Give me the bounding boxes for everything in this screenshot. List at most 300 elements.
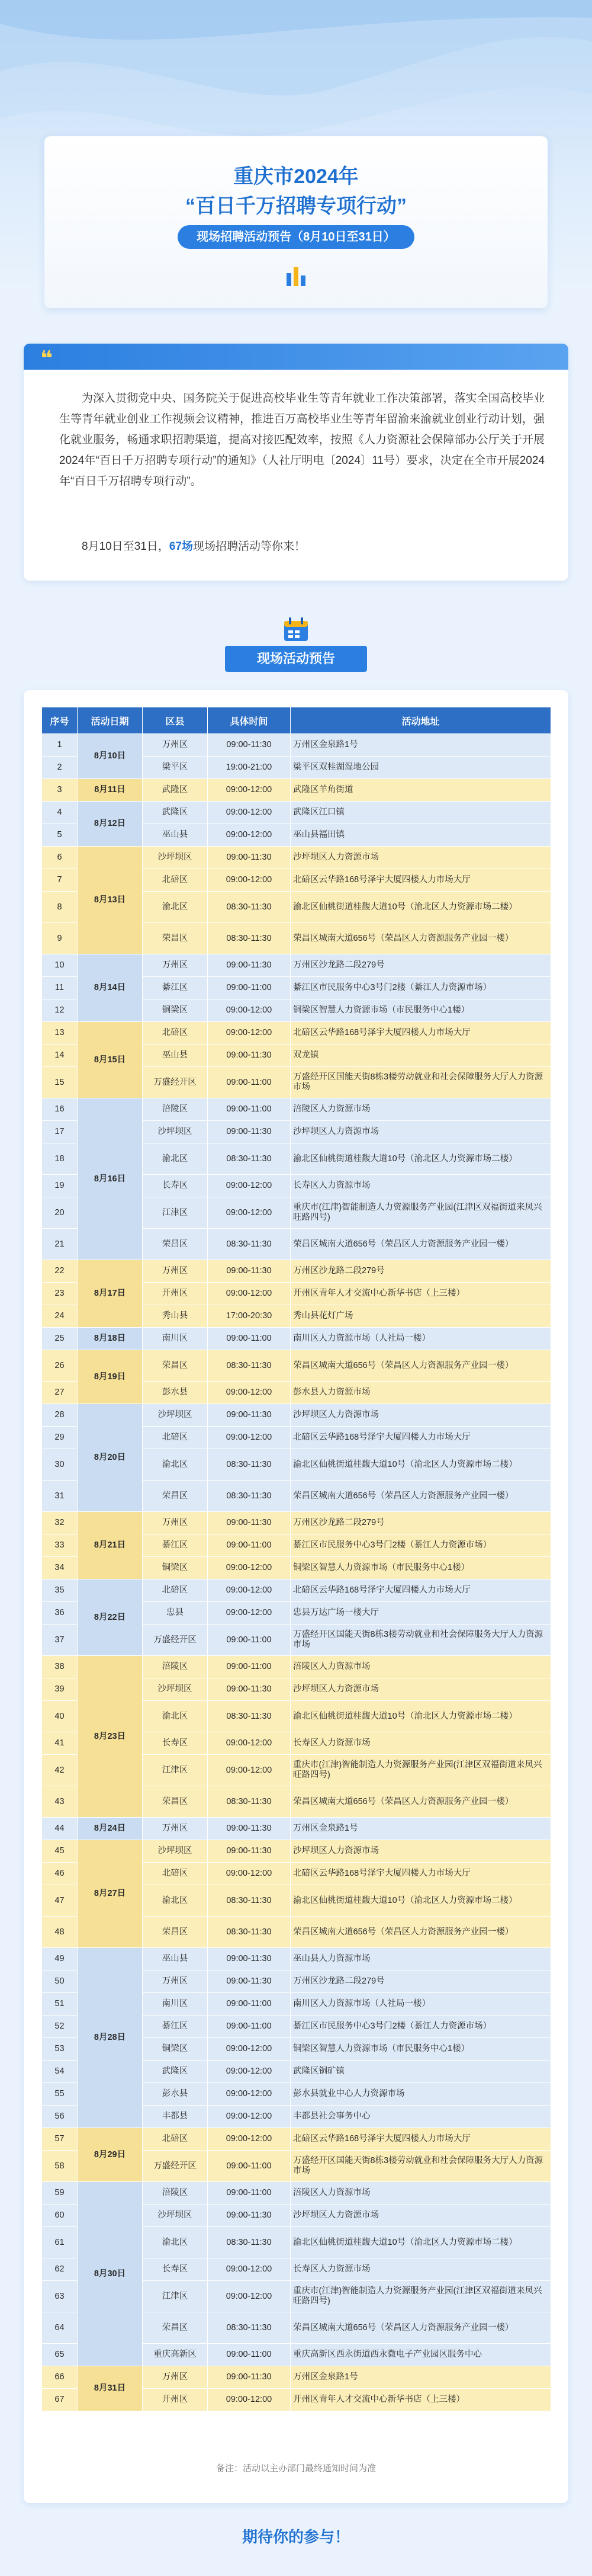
- cell-address: 万州区沙龙路二段279号: [291, 1971, 551, 1993]
- cell-address: 重庆高新区西永街道西永微电子产业园区服务中心: [291, 2344, 551, 2366]
- cell-district: 江津区: [143, 1197, 208, 1229]
- cell-district: 渝北区: [143, 892, 208, 923]
- cell-time: 09:00-12:00: [208, 2038, 291, 2061]
- cell-no: 22: [42, 1260, 78, 1283]
- cell-district: 铜梁区: [143, 2038, 208, 2061]
- cell-district: 北碚区: [143, 1022, 208, 1045]
- cell-district: 南川区: [143, 1328, 208, 1350]
- cell-no: 2: [42, 757, 78, 779]
- cell-address: 双龙镇: [291, 1045, 551, 1067]
- intro-summary: [59, 536, 545, 557]
- cell-district: 武隆区: [143, 802, 208, 824]
- cell-address: 荣昌区城南大道656号（荣昌区人力资源服务产业园一楼）: [291, 1229, 551, 1260]
- cell-address: 涪陵区人力资源市场: [291, 1656, 551, 1678]
- table-row: [42, 1328, 551, 1350]
- cell-date: 8月22日: [78, 1579, 143, 1656]
- cell-time: 09:00-11:30: [208, 1678, 291, 1701]
- cell-address: 开州区青年人才交流中心新华书店（上三楼）: [291, 2389, 551, 2411]
- cell-district: 江津区: [143, 1755, 208, 1786]
- cell-date: 8月23日: [78, 1656, 143, 1818]
- cell-address: 北碚区云华路168号泽宇大厦四楼人力市场大厅: [291, 1427, 551, 1449]
- cell-district: 北碚区: [143, 869, 208, 892]
- schedule-card: [24, 690, 568, 2503]
- cell-no: 8: [42, 892, 78, 923]
- cell-district: 万州区: [143, 1971, 208, 1993]
- cell-address: 涪陵区人力资源市场: [291, 1098, 551, 1121]
- cell-district: 万州区: [143, 1260, 208, 1283]
- cell-district: 万州区: [143, 2366, 208, 2389]
- table-row: [42, 1656, 551, 1678]
- cell-time: 09:00-12:00: [208, 2128, 291, 2151]
- cell-no: 20: [42, 1197, 78, 1229]
- table-row: [42, 2128, 551, 2151]
- cell-address: 丰都县社会事务中心: [291, 2106, 551, 2128]
- table-row: [42, 1948, 551, 1971]
- cell-no: 51: [42, 1993, 78, 2016]
- cell-date: 8月16日: [78, 1098, 143, 1260]
- hero-subtitle-pill: 现场招聘活动预告（8月10日至31日）: [178, 225, 414, 249]
- cell-no: 21: [42, 1229, 78, 1260]
- cell-address: 铜梁区智慧人力资源市场（市民服务中心1楼）: [291, 999, 551, 1022]
- cell-district: 万州区: [143, 1512, 208, 1534]
- cell-time: 09:00-12:00: [208, 1602, 291, 1625]
- cell-address: 渝北区仙桃街道桂馥大道10号（渝北区人力资源市场二楼）: [291, 892, 551, 923]
- event-count: 67场: [169, 540, 193, 553]
- cell-district: 江津区: [143, 2281, 208, 2312]
- cell-address: 荣昌区城南大道656号（荣昌区人力资源服务产业园一楼）: [291, 1350, 551, 1382]
- cell-district: 万州区: [143, 1818, 208, 1840]
- cell-time: 09:00-12:00: [208, 869, 291, 892]
- cell-address: 武隆区羊角街道: [291, 779, 551, 802]
- cell-address: 渝北区仙桃街道桂馥大道10号（渝北区人力资源市场二楼）: [291, 1701, 551, 1732]
- cell-district: 荣昌区: [143, 1481, 208, 1512]
- cell-no: 49: [42, 1948, 78, 1971]
- cell-no: 23: [42, 1283, 78, 1305]
- cell-date: 8月11日: [78, 779, 143, 802]
- cell-date: 8月10日: [78, 734, 143, 779]
- cell-district: 开州区: [143, 1283, 208, 1305]
- cell-no: 28: [42, 1404, 78, 1427]
- cell-address: 万州区金泉路1号: [291, 1818, 551, 1840]
- cell-time: 09:00-12:00: [208, 779, 291, 802]
- cell-time: 09:00-12:00: [208, 999, 291, 1022]
- cell-time: 09:00-11:00: [208, 1534, 291, 1557]
- table-row: [42, 1022, 551, 1045]
- cell-district: 荣昌区: [143, 1229, 208, 1260]
- cell-time: 09:00-11:00: [208, 2016, 291, 2038]
- cell-time: 09:00-11:30: [208, 1121, 291, 1143]
- cell-time: 09:00-11:30: [208, 1512, 291, 1534]
- cell-no: 65: [42, 2344, 78, 2366]
- cell-address: 南川区人力资源市场（人社局一楼）: [291, 1328, 551, 1350]
- cell-address: 北碚区云华路168号泽宇大厦四楼人力市场大厅: [291, 869, 551, 892]
- table-row: [42, 802, 551, 824]
- cell-district: 渝北区: [143, 2227, 208, 2258]
- cell-time: 08:30-11:30: [208, 1229, 291, 1260]
- cell-time: 09:00-11:30: [208, 954, 291, 977]
- cell-time: 09:00-11:30: [208, 2366, 291, 2389]
- cell-no: 10: [42, 954, 78, 977]
- cell-date: 8月24日: [78, 1818, 143, 1840]
- cell-time: 08:30-11:30: [208, 1350, 291, 1382]
- cell-time: 09:00-12:00: [208, 1382, 291, 1404]
- cell-time: 09:00-12:00: [208, 1579, 291, 1602]
- table-row: [42, 1098, 551, 1121]
- cell-time: 09:00-11:00: [208, 977, 291, 999]
- cell-district: 涪陵区: [143, 1656, 208, 1678]
- table-row: [42, 734, 551, 757]
- cell-address: 沙坪坝区人力资源市场: [291, 1678, 551, 1701]
- cell-no: 64: [42, 2312, 78, 2344]
- table-row: [42, 847, 551, 869]
- cell-no: 12: [42, 999, 78, 1022]
- cell-time: 09:00-11:00: [208, 2182, 291, 2205]
- cell-time: 09:00-12:00: [208, 2389, 291, 2411]
- cell-no: 54: [42, 2061, 78, 2083]
- cell-address: 北碚区云华路168号泽宇大厦四楼人力市场大厅: [291, 1579, 551, 1602]
- header-address: 活动地址: [291, 707, 551, 734]
- cell-time: 08:30-11:30: [208, 1917, 291, 1948]
- cell-district: 武隆区: [143, 779, 208, 802]
- cell-no: 55: [42, 2083, 78, 2106]
- cell-time: 09:00-11:00: [208, 1328, 291, 1350]
- cell-time: 09:00-12:00: [208, 1732, 291, 1755]
- cell-time: 09:00-11:30: [208, 1818, 291, 1840]
- cell-address: 万盛经开区国能天街8栋3楼劳动就业和社会保障服务大厅人力资源市场: [291, 1625, 551, 1656]
- cell-time: 09:00-12:00: [208, 1427, 291, 1449]
- cell-time: 08:30-11:30: [208, 1786, 291, 1818]
- cell-district: 铜梁区: [143, 999, 208, 1022]
- cell-address: 北碚区云华路168号泽宇大厦四楼人力市场大厅: [291, 2128, 551, 2151]
- cell-date: 8月20日: [78, 1404, 143, 1512]
- cell-address: 荣昌区城南大道656号（荣昌区人力资源服务产业园一楼）: [291, 1481, 551, 1512]
- cell-district: 南川区: [143, 1993, 208, 2016]
- cell-address: 万州区沙龙路二段279号: [291, 1512, 551, 1534]
- cell-no: 15: [42, 1067, 78, 1098]
- cell-address: 渝北区仙桃街道桂馥大道10号（渝北区人力资源市场二楼）: [291, 1449, 551, 1481]
- cell-address: 铜梁区智慧人力资源市场（市民服务中心1楼）: [291, 1557, 551, 1579]
- cell-time: 09:00-12:00: [208, 1755, 291, 1786]
- footer-slogan: 期待你的参与！: [242, 2528, 350, 2546]
- cell-address: 万盛经开区国能天街8栋3楼劳动就业和社会保障服务大厅人力资源市场: [291, 1067, 551, 1098]
- cell-date: 8月19日: [78, 1350, 143, 1404]
- cell-time: 09:00-11:00: [208, 1098, 291, 1121]
- cell-address: 沙坪坝区人力资源市场: [291, 1840, 551, 1863]
- cell-address: 荣昌区城南大道656号（荣昌区人力资源服务产业园一楼）: [291, 1917, 551, 1948]
- cell-no: 16: [42, 1098, 78, 1121]
- cell-no: 45: [42, 1840, 78, 1863]
- cell-address: 北碚区云华路168号泽宇大厦四楼人力市场大厅: [291, 1022, 551, 1045]
- hero-title-line1: 重庆市2024年: [233, 165, 359, 188]
- cell-address: 长寿区人力资源市场: [291, 1175, 551, 1197]
- cell-no: 61: [42, 2227, 78, 2258]
- cell-district: 忠县: [143, 1602, 208, 1625]
- cell-time: 08:30-11:30: [208, 892, 291, 923]
- hero-title-line2: “百日千万招聘专项行动”: [185, 195, 407, 217]
- cell-time: 09:00-12:00: [208, 1557, 291, 1579]
- header-time: 具体时间: [208, 707, 291, 734]
- quote-icon: ❝: [40, 346, 53, 370]
- cell-no: 4: [42, 802, 78, 824]
- table-row: [42, 1818, 551, 1840]
- cell-time: 19:00-21:00: [208, 757, 291, 779]
- cell-district: 渝北区: [143, 1701, 208, 1732]
- header-no: 序号: [42, 707, 78, 734]
- cell-no: 5: [42, 824, 78, 847]
- hero-card: [44, 136, 548, 308]
- cell-date: 8月28日: [78, 1948, 143, 2128]
- schedule-table: [41, 707, 551, 2411]
- cell-no: 31: [42, 1481, 78, 1512]
- cell-district: 涪陵区: [143, 2182, 208, 2205]
- cell-district: 綦江区: [143, 1534, 208, 1557]
- cell-date: 8月15日: [78, 1022, 143, 1098]
- cell-district: 武隆区: [143, 2061, 208, 2083]
- cell-district: 沙坪坝区: [143, 2205, 208, 2227]
- cell-no: 67: [42, 2389, 78, 2411]
- cell-address: 渝北区仙桃街道桂馥大道10号（渝北区人力资源市场二楼）: [291, 2227, 551, 2258]
- cell-address: 沙坪坝区人力资源市场: [291, 2205, 551, 2227]
- intro-paragraph: 为深入贯彻党中央、国务院关于促进高校毕业生等青年就业工作决策部署，落实全国高校毕业生等青年就业创业工作视频会议精神，推进百万高校毕业生等青年留渝来渝就业创业行动计划，强化就业服务，畅通求职招聘渠道，提高对接匹配效率，按照《人力资源社会保障部办公厅关于开展2024年“百日千万招聘专项行动”的通知》（人社厅明电〔2024〕11号）要求，决定在全市开展2024年“百日千万招聘专项行动”。: [59, 392, 545, 488]
- cell-no: 43: [42, 1786, 78, 1818]
- cell-date: 8月18日: [78, 1328, 143, 1350]
- cell-address: 沙坪坝区人力资源市场: [291, 1121, 551, 1143]
- cell-time: 09:00-11:00: [208, 2344, 291, 2366]
- cell-district: 綦江区: [143, 977, 208, 999]
- cell-time: 09:00-11:30: [208, 1840, 291, 1863]
- summary-suffix: 现场招聘活动等你来！: [192, 540, 305, 553]
- cell-district: 荣昌区: [143, 923, 208, 954]
- cell-time: 09:00-11:00: [208, 1993, 291, 2016]
- cell-time: 09:00-12:00: [208, 2061, 291, 2083]
- cell-district: 重庆高新区: [143, 2344, 208, 2366]
- cell-time: 08:30-11:30: [208, 1481, 291, 1512]
- cell-no: 14: [42, 1045, 78, 1067]
- cell-district: 彭水县: [143, 2083, 208, 2106]
- cell-no: 62: [42, 2258, 78, 2281]
- cell-time: 09:00-12:00: [208, 2258, 291, 2281]
- cell-no: 52: [42, 2016, 78, 2038]
- table-row: [42, 2366, 551, 2389]
- cell-district: 沙坪坝区: [143, 847, 208, 869]
- cell-date: 8月29日: [78, 2128, 143, 2182]
- cell-address: 铜梁区智慧人力资源市场（市民服务中心1楼）: [291, 2038, 551, 2061]
- cell-address: 荣昌区城南大道656号（荣昌区人力资源服务产业园一楼）: [291, 2312, 551, 2344]
- cell-no: 11: [42, 977, 78, 999]
- cell-district: 长寿区: [143, 2258, 208, 2281]
- cell-no: 7: [42, 869, 78, 892]
- cell-district: 巫山县: [143, 824, 208, 847]
- cell-district: 北碚区: [143, 1863, 208, 1885]
- cell-time: 09:00-11:30: [208, 1948, 291, 1971]
- cell-address: 渝北区仙桃街道桂馥大道10号（渝北区人力资源市场二楼）: [291, 1885, 551, 1917]
- cell-time: 08:30-11:30: [208, 923, 291, 954]
- intro-header-bar: [24, 344, 568, 370]
- cell-date: 8月17日: [78, 1260, 143, 1328]
- cell-district: 涪陵区: [143, 1098, 208, 1121]
- cell-address: 荣昌区城南大道656号（荣昌区人力资源服务产业园一楼）: [291, 1786, 551, 1818]
- cell-time: 08:30-11:30: [208, 1885, 291, 1917]
- cell-time: 09:00-11:30: [208, 847, 291, 869]
- cell-address: 沙坪坝区人力资源市场: [291, 847, 551, 869]
- cell-no: 35: [42, 1579, 78, 1602]
- cell-date: 8月12日: [78, 802, 143, 847]
- cell-no: 59: [42, 2182, 78, 2205]
- cell-time: 09:00-11:30: [208, 2205, 291, 2227]
- table-body: [42, 734, 551, 2411]
- cell-address: 綦江区市民服务中心3号门2楼（綦江人力资源市场）: [291, 2016, 551, 2038]
- cell-address: 沙坪坝区人力资源市场: [291, 1404, 551, 1427]
- cell-no: 6: [42, 847, 78, 869]
- cell-address: 长寿区人力资源市场: [291, 1732, 551, 1755]
- cell-no: 19: [42, 1175, 78, 1197]
- header-district: 区县: [143, 707, 208, 734]
- cell-address: 万州区金泉路1号: [291, 734, 551, 757]
- cell-no: 47: [42, 1885, 78, 1917]
- cell-time: 09:00-12:00: [208, 2083, 291, 2106]
- table-row: [42, 2182, 551, 2205]
- cell-date: 8月27日: [78, 1840, 143, 1948]
- cell-no: 24: [42, 1305, 78, 1328]
- cell-district: 开州区: [143, 2389, 208, 2411]
- cell-district: 荣昌区: [143, 2312, 208, 2344]
- cell-address: 长寿区人力资源市场: [291, 2258, 551, 2281]
- cell-no: 37: [42, 1625, 78, 1656]
- table-row: [42, 1840, 551, 1863]
- cell-date: 8月31日: [78, 2366, 143, 2411]
- cell-address: 北碚区云华路168号泽宇大厦四楼人力市场大厅: [291, 1863, 551, 1885]
- cell-no: 63: [42, 2281, 78, 2312]
- table-row: [42, 779, 551, 802]
- cell-district: 渝北区: [143, 1449, 208, 1481]
- cell-time: 09:00-11:30: [208, 1404, 291, 1427]
- cell-time: 09:00-12:00: [208, 2106, 291, 2128]
- cell-district: 铜梁区: [143, 1557, 208, 1579]
- table-header-row: [42, 707, 551, 734]
- cell-address: 綦江区市民服务中心3号门2楼（綦江人力资源市场）: [291, 977, 551, 999]
- cell-address: 秀山县花灯广场: [291, 1305, 551, 1328]
- cell-address: 开州区青年人才交流中心新华书店（上三楼）: [291, 1283, 551, 1305]
- cell-no: 38: [42, 1656, 78, 1678]
- cell-no: 56: [42, 2106, 78, 2128]
- cell-time: 09:00-11:30: [208, 734, 291, 757]
- cell-no: 48: [42, 1917, 78, 1948]
- cell-no: 3: [42, 779, 78, 802]
- cell-address: 涪陵区人力资源市场: [291, 2182, 551, 2205]
- cell-time: 09:00-12:00: [208, 1283, 291, 1305]
- cell-no: 33: [42, 1534, 78, 1557]
- cell-district: 丰都县: [143, 2106, 208, 2128]
- cell-district: 巫山县: [143, 1045, 208, 1067]
- cell-district: 渝北区: [143, 1885, 208, 1917]
- cell-address: 彭水县人力资源市场: [291, 1382, 551, 1404]
- cell-no: 27: [42, 1382, 78, 1404]
- cell-no: 41: [42, 1732, 78, 1755]
- cell-date: 8月30日: [78, 2182, 143, 2366]
- table-row: [42, 1512, 551, 1534]
- calendar-icon: [282, 616, 310, 642]
- cell-district: 万盛经开区: [143, 1067, 208, 1098]
- table-row: [42, 1404, 551, 1427]
- cell-district: 荣昌区: [143, 1786, 208, 1818]
- cell-no: 29: [42, 1427, 78, 1449]
- cell-no: 26: [42, 1350, 78, 1382]
- cell-address: 重庆市(江津)智能制造人力资源服务产业园(江津区双福街道来凤兴旺路四号): [291, 2281, 551, 2312]
- cell-no: 40: [42, 1701, 78, 1732]
- cell-no: 58: [42, 2151, 78, 2182]
- cell-address: 渝北区仙桃街道桂馥大道10号（渝北区人力资源市场二楼）: [291, 1143, 551, 1175]
- cell-district: 荣昌区: [143, 1350, 208, 1382]
- cell-time: 09:00-12:00: [208, 1197, 291, 1229]
- header-date: 活动日期: [78, 707, 143, 734]
- cell-time: 08:30-11:30: [208, 1143, 291, 1175]
- table-row: [42, 1260, 551, 1283]
- cell-district: 沙坪坝区: [143, 1840, 208, 1863]
- cell-address: 梁平区双桂湖湿地公园: [291, 757, 551, 779]
- summary-prefix: 8月10日至31日，: [82, 540, 169, 553]
- cell-no: 30: [42, 1449, 78, 1481]
- cell-no: 66: [42, 2366, 78, 2389]
- cell-district: 梁平区: [143, 757, 208, 779]
- cell-district: 万盛经开区: [143, 1625, 208, 1656]
- table-row: [42, 1350, 551, 1382]
- cell-address: 南川区人力资源市场（人社局一楼）: [291, 1993, 551, 2016]
- cell-district: 彭水县: [143, 1382, 208, 1404]
- cell-address: 重庆市(江津)智能制造人力资源服务产业园(江津区双福街道来凤兴旺路四号): [291, 1197, 551, 1229]
- cell-time: 09:00-11:00: [208, 1067, 291, 1098]
- cell-address: 荣昌区城南大道656号（荣昌区人力资源服务产业园一楼）: [291, 923, 551, 954]
- cell-district: 北碚区: [143, 1427, 208, 1449]
- cell-time: 09:00-12:00: [208, 1863, 291, 1885]
- cell-address: 万盛经开区国能天街8栋3楼劳动就业和社会保障服务大厅人力资源市场: [291, 2151, 551, 2182]
- cell-time: 09:00-11:00: [208, 1625, 291, 1656]
- cell-no: 57: [42, 2128, 78, 2151]
- cell-no: 25: [42, 1328, 78, 1350]
- table-row: [42, 954, 551, 977]
- cell-district: 巫山县: [143, 1948, 208, 1971]
- cell-district: 万盛经开区: [143, 2151, 208, 2182]
- cell-time: 08:30-11:30: [208, 1701, 291, 1732]
- cell-time: 09:00-12:00: [208, 1022, 291, 1045]
- cell-address: 忠县万达广场一楼大厅: [291, 1602, 551, 1625]
- cell-no: 42: [42, 1755, 78, 1786]
- cell-address: 重庆市(江津)智能制造人力资源服务产业园(江津区双福街道来凤兴旺路四号): [291, 1755, 551, 1786]
- cell-address: 万州区金泉路1号: [291, 2366, 551, 2389]
- cell-no: 53: [42, 2038, 78, 2061]
- cell-time: 08:30-11:30: [208, 2227, 291, 2258]
- cell-district: 沙坪坝区: [143, 1404, 208, 1427]
- cell-district: 长寿区: [143, 1732, 208, 1755]
- cell-no: 32: [42, 1512, 78, 1534]
- cell-no: 1: [42, 734, 78, 757]
- cell-time: 09:00-11:00: [208, 2151, 291, 2182]
- cell-district: 渝北区: [143, 1143, 208, 1175]
- cell-no: 36: [42, 1602, 78, 1625]
- cell-district: 长寿区: [143, 1175, 208, 1197]
- cell-address: 万州区沙龙路二段279号: [291, 1260, 551, 1283]
- cell-time: 08:30-11:30: [208, 1449, 291, 1481]
- cell-no: 9: [42, 923, 78, 954]
- cell-time: 17:00-20:30: [208, 1305, 291, 1328]
- cell-address: 巫山县人力资源市场: [291, 1948, 551, 1971]
- cell-time: 09:00-11:30: [208, 1045, 291, 1067]
- cell-time: 09:00-11:00: [208, 1656, 291, 1678]
- cell-no: 34: [42, 1557, 78, 1579]
- cell-address: 巫山县福田镇: [291, 824, 551, 847]
- cell-address: 彭水县就业中心人力资源市场: [291, 2083, 551, 2106]
- cell-time: 09:00-12:00: [208, 1175, 291, 1197]
- cell-no: 17: [42, 1121, 78, 1143]
